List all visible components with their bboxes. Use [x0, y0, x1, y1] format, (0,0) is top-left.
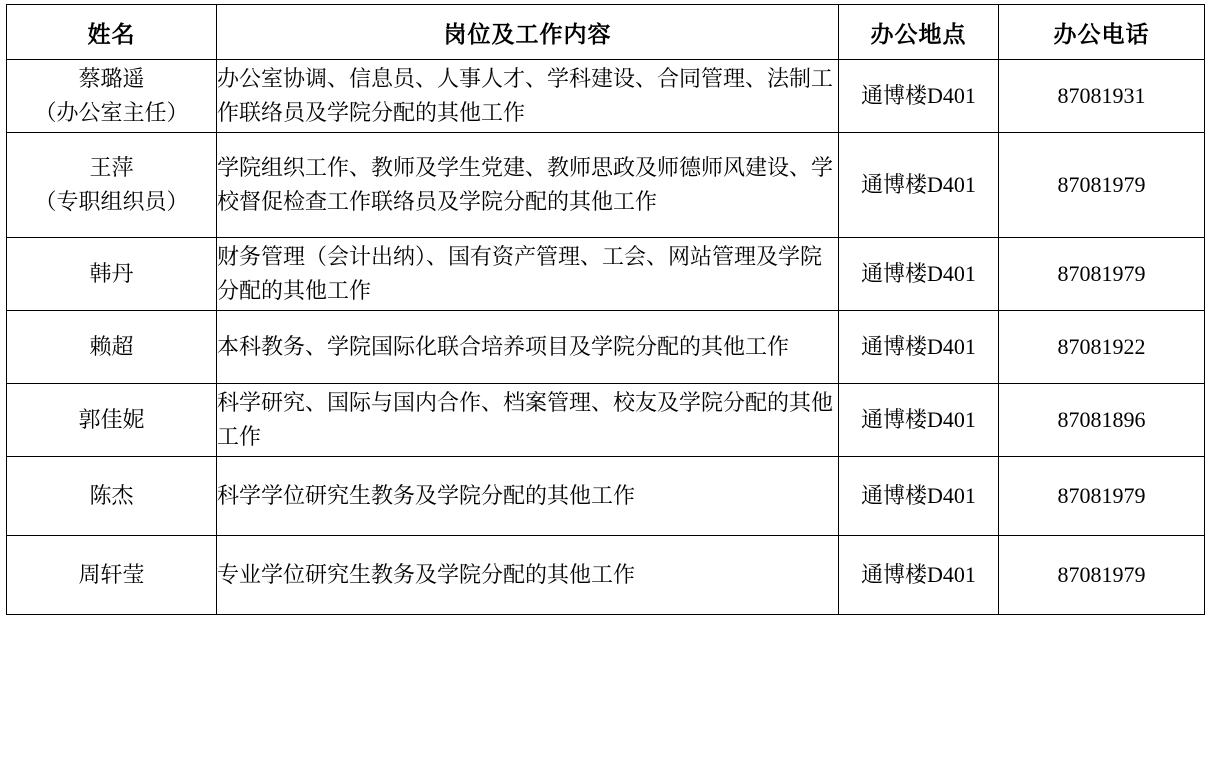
cell-office-phone: 87081922	[999, 311, 1205, 384]
cell-duty: 专业学位研究生教务及学院分配的其他工作	[217, 536, 839, 615]
staff-role: （专职组织员）	[34, 189, 189, 214]
table-row	[7, 536, 1205, 615]
cell-office-location: 通博楼D401	[839, 536, 999, 615]
cell-duty: 科学学位研究生教务及学院分配的其他工作	[217, 457, 839, 536]
cell-duty: 科学研究、国际与国内合作、档案管理、校友及学院分配的其他工作	[217, 384, 839, 457]
cell-office-location: 通博楼D401	[839, 238, 999, 311]
column-header-phone: 办公电话	[999, 5, 1205, 60]
cell-office-location: 通博楼D401	[839, 133, 999, 238]
cell-name	[7, 311, 217, 384]
cell-duty: 办公室协调、信息员、人事人才、学科建设、合同管理、法制工作联络员及学院分配的其他工作	[217, 60, 839, 133]
cell-office-phone: 87081896	[999, 384, 1205, 457]
staff-name: 陈杰	[89, 483, 134, 508]
cell-office-phone: 87081979	[999, 238, 1205, 311]
cell-office-phone: 87081979	[999, 536, 1205, 615]
staff-name: 郭佳妮	[78, 407, 145, 432]
cell-name	[7, 238, 217, 311]
cell-duty: 财务管理（会计出纳）、国有资产管理、工会、网站管理及学院分配的其他工作	[217, 238, 839, 311]
staff-duty-table	[6, 4, 1205, 615]
staff-role: （办公室主任）	[34, 100, 189, 125]
table-body	[7, 60, 1205, 615]
cell-office-phone: 87081979	[999, 133, 1205, 238]
cell-name	[7, 133, 217, 238]
cell-duty: 本科教务、学院国际化联合培养项目及学院分配的其他工作	[217, 311, 839, 384]
column-header-name: 姓名	[7, 5, 217, 60]
cell-office-location: 通博楼D401	[839, 311, 999, 384]
cell-office-phone: 87081931	[999, 60, 1205, 133]
table-row	[7, 133, 1205, 238]
table-header	[7, 5, 1205, 60]
staff-name: 韩丹	[89, 261, 134, 286]
staff-name: 王萍	[89, 155, 134, 180]
cell-name	[7, 384, 217, 457]
table-row	[7, 60, 1205, 133]
table-row	[7, 457, 1205, 536]
cell-office-location: 通博楼D401	[839, 60, 999, 133]
table-row	[7, 238, 1205, 311]
cell-name	[7, 60, 217, 133]
column-header-duty: 岗位及工作内容	[217, 5, 839, 60]
staff-name: 蔡璐遥	[78, 66, 145, 91]
staff-name: 周轩莹	[78, 562, 145, 587]
table-row	[7, 311, 1205, 384]
cell-duty: 学院组织工作、教师及学生党建、教师思政及师德师风建设、学校督促检查工作联络员及学院分配的其他工作	[217, 133, 839, 238]
staff-name: 赖超	[89, 334, 134, 359]
cell-name	[7, 536, 217, 615]
table-header-row	[7, 5, 1205, 60]
column-header-office: 办公地点	[839, 5, 999, 60]
cell-office-location: 通博楼D401	[839, 384, 999, 457]
cell-name	[7, 457, 217, 536]
cell-office-phone: 87081979	[999, 457, 1205, 536]
cell-office-location: 通博楼D401	[839, 457, 999, 536]
table-row	[7, 384, 1205, 457]
